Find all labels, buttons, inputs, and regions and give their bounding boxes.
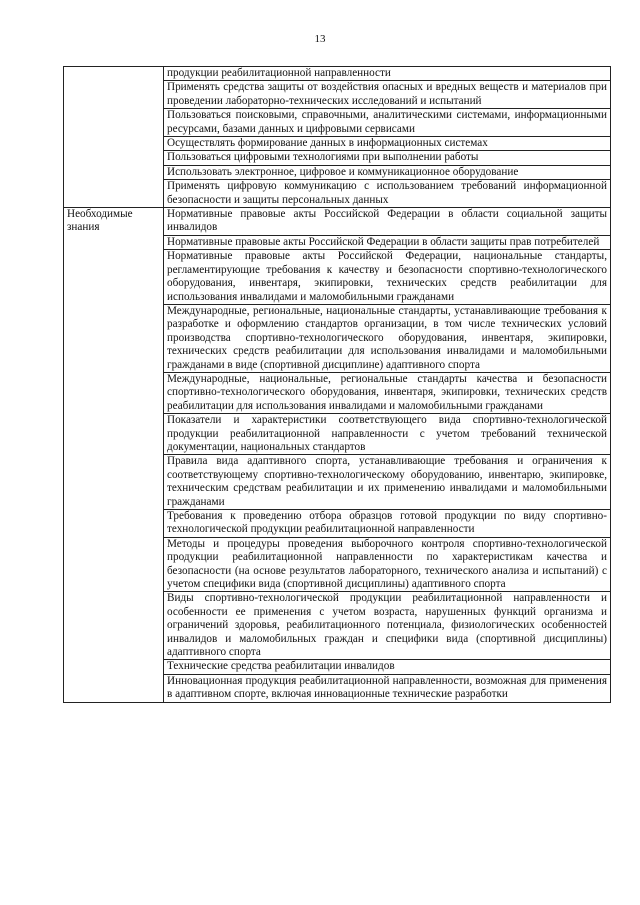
table-cell: Методы и процедуры проведения выборочного контроля спортивно-технологической продукции реабилитационной направленности по характеристикам качества и безопасности (на основе результатов лабораторного, технического анализа и испытаний) с учетом специфики вида (спортивной дисциплины) адаптивного спорта	[164, 537, 611, 592]
table-cell: Использовать электронное, цифровое и коммуникационное оборудование	[164, 165, 611, 179]
table-cell: Правила вида адаптивного спорта, устанавливающие требования и ограничения к соответствующему спортивно-технологическому оборудованию, инвентарю, экипировке, техническим средствам реабилитации и их применению инвалидами и маломобильными гражданами	[164, 455, 611, 510]
table-row	[64, 67, 611, 81]
table-cell: Виды спортивно-технологической продукции реабилитационной направленности и особенности ее применения с учетом возраста, нарушенных функций организма и ограничений здоровья, реабилитационного потенциала, физиологических особенностей инвалидов и маломобильных граждан и специфики вида (спортивной дисциплины) адаптивного спорта	[164, 592, 611, 660]
table-cell: Осуществлять формирование данных в информационных системах	[164, 137, 611, 151]
table-cell: Пользоваться поисковыми, справочными, аналитическими системами, информационными ресурсами, базами данных и цифровыми сервисами	[164, 109, 611, 137]
table-cell: Пользоваться цифровыми технологиями при выполнении работы	[164, 151, 611, 165]
skills-label-cell	[64, 67, 164, 208]
knowledge-label: Необходимые знания	[64, 208, 164, 703]
table-cell: Нормативные правовые акты Российской Федерации в области защиты прав потребителей	[164, 235, 611, 249]
table-cell: Нормативные правовые акты Российской Федерации в области социальной защиты инвалидов	[164, 208, 611, 236]
table-row	[64, 208, 611, 236]
table-cell: Международные, региональные, национальные стандарты, устанавливающие требования к разработке и оформлению стандартов организации, в том числе технических условий производства спортивно-технологического оборудования, инвентаря, экипировки, технических средств реабилитации для использования инвалидами и маломобильными гражданами в виде (спортивной дисциплине) адаптивного спорта	[164, 304, 611, 372]
table-cell: Применять средства защиты от воздействия опасных и вредных веществ и материалов при проведении лабораторно-технических исследований и испытаний	[164, 81, 611, 109]
table-cell: продукции реабилитационной направленности	[164, 67, 611, 81]
table-cell: Международные, национальные, региональные стандарты качества и безопасности спортивно-технологического оборудования, инвентаря, экипировки, технических средств реабилитации для использования инвалидами и маломобильными гражданами	[164, 372, 611, 413]
table-cell: Инновационная продукция реабилитационной направленности, возможная для применения в адаптивном спорте, включая инновационные технические разработки	[164, 674, 611, 702]
table-cell: Требования к проведению отбора образцов готовой продукции по виду спортивно-технологической продукции реабилитационной направленности	[164, 510, 611, 538]
competency-table	[63, 66, 611, 703]
table-cell: Применять цифровую коммуникацию с использованием требований информационной безопасности и защиты персональных данных	[164, 180, 611, 208]
table-cell: Показатели и характеристики соответствующего вида спортивно-технологической продукции реабилитационной направленности с учетом требований технической документации, национальных стандартов	[164, 414, 611, 455]
page-number: 13	[314, 33, 326, 45]
table-cell: Нормативные правовые акты Российской Федерации, национальные стандарты, регламентирующие требования к качеству и безопасности спортивно-технологического оборудования, инвентаря, экипировки, технических средств реабилитации для использования инвалидами и маломобильными гражданами	[164, 250, 611, 305]
table-cell: Технические средства реабилитации инвалидов	[164, 660, 611, 674]
